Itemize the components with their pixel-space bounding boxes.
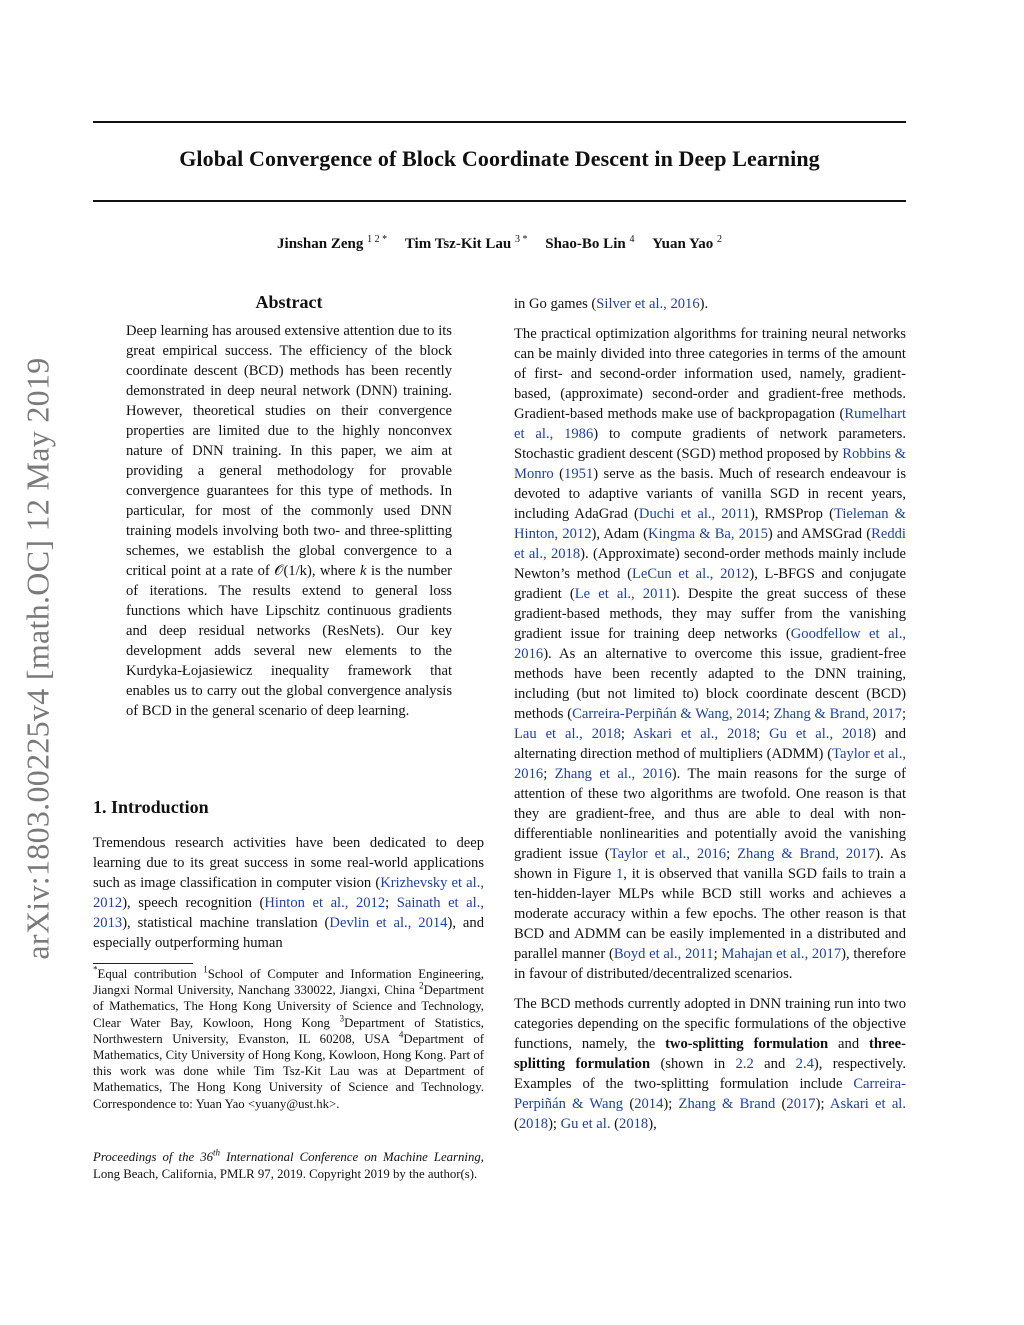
text-run: ), Adam ( — [591, 526, 649, 542]
text-run: ), respectively. Examples of the two-splitting formulation include — [514, 1056, 906, 1092]
text-run: ( — [514, 1116, 519, 1132]
citation-link[interactable]: Zhang et al., 2016 — [554, 766, 672, 782]
text-run: ), statistical machine translation ( — [122, 915, 330, 931]
text-run: The BCD methods currently adopted in DNN training run into two categories depending on the specific formulations of the objective functions, namely, the — [514, 996, 906, 1052]
text-run: ( — [610, 1116, 620, 1132]
citation-link[interactable]: 2018 — [619, 1116, 649, 1132]
author-affiliation-marks: 1 2 * — [367, 234, 388, 245]
text-run: ( — [553, 466, 565, 482]
text-run: ; — [543, 766, 555, 782]
text-run: ). (Approximate) second-order methods mainly include Newton’s method ( — [514, 546, 906, 582]
citation-link[interactable]: Askari et al., 2018 — [633, 726, 757, 742]
paragraph — [514, 994, 906, 1134]
abstract-heading: Abstract — [255, 292, 323, 312]
citation-link[interactable]: Lau et al., 2018 — [514, 726, 621, 742]
introduction-text — [93, 833, 484, 953]
citation-link[interactable]: Reddi et al., 2018 — [514, 526, 906, 562]
citation-link[interactable]: Kingma & Ba, 2015 — [648, 526, 768, 542]
abstract-text-part: is the number of iterations. The results extend to general loss functions which have Lipschitz continuous gradients and deep residual networks (ResNets). Our key development adds several new elements to the Kurdyka-Łojasiewicz inequality framework that enables us to carry out the global convergence analysis of BCD in the general scenario of deep learning. — [126, 563, 452, 719]
citation-link[interactable]: Goodfellow et al., 2016 — [514, 626, 906, 662]
citation-link[interactable]: Gu et al. — [560, 1116, 611, 1132]
citation-link[interactable]: Hinton et al., 2012 — [264, 895, 386, 911]
citation-link[interactable]: Duchi et al., 2011 — [638, 506, 750, 522]
citation-link[interactable]: Mahajan et al., 2017 — [721, 946, 842, 962]
text-run: ; — [726, 846, 738, 862]
citation-link[interactable]: Zhang & Brand, 2017 — [773, 706, 902, 722]
citation-link[interactable]: Carreira-Perpiñán & Wang, 2014 — [572, 706, 766, 722]
text-run: ) and AMSGrad ( — [767, 526, 872, 542]
text-run: and — [828, 1036, 869, 1052]
arxiv-side-stamp: arXiv:1803.00225v4 [math.OC] 12 May 2019 — [19, 357, 56, 960]
citation-link[interactable]: 2017 — [786, 1096, 816, 1112]
text-run: (shown in — [650, 1056, 736, 1072]
text-run: Department of Statistics, Northwestern University, Evanston, IL 60208, USA — [93, 1015, 484, 1046]
figure-link[interactable]: 1 — [615, 866, 624, 882]
paragraph — [514, 294, 906, 314]
citation-link[interactable]: Silver et al., 2016 — [596, 296, 700, 312]
text-run: ). The main reasons for the surge of attention of these two algorithms are twofold. One reason is that they are gradient-free, and thus are able to deal with non-differentiable nonlinearities and potentially avoid the vanishing gradient issue ( — [514, 766, 906, 862]
text-run: ( — [623, 1096, 635, 1112]
text-run: ; — [901, 706, 907, 722]
text-run: Tremendous research activities have been dedicated to deep learning due to its great success in some real-world applications such as image classification in computer vision ( — [93, 835, 484, 891]
text-run: Department of Mathematics, City University of Hong Kong, Kowloon, Hong Kong. Part of this work was done while Tim Tsz-Kit Lau was at Department of Mathematics, The Hong Kong University of Science and Technology. Correspondence to: Yuan Yao <yuany@ust.hk>. — [93, 1031, 484, 1111]
text-run: ); — [815, 1096, 830, 1112]
bold-term: two-splitting formulation — [665, 1036, 829, 1052]
bold-term: three-splitting formulation — [514, 1036, 906, 1072]
paper-title: Global Convergence of Block Coordinate Descent in Deep Learning — [179, 146, 820, 171]
citation-link[interactable]: 2014 — [634, 1096, 664, 1112]
text-run: ( — [775, 1096, 787, 1112]
proceedings-note — [93, 1149, 484, 1183]
section-link[interactable]: 2.4 — [795, 1056, 814, 1072]
text-run: School of Computer and Information Engineering, Jiangxi Normal University, Nanchang 330022, Jiangxi, China — [93, 967, 484, 998]
text-run: ); — [548, 1116, 561, 1132]
abstract-text-part: , where — [311, 563, 361, 579]
footnote-rule — [93, 963, 193, 964]
text-run: ) serve as the basis. Much of research endeavour is devoted to adaptive variants of vanilla SGD in recent years, including AdaGrad ( — [514, 466, 906, 522]
title-bottom-rule — [93, 200, 906, 202]
text-run: The practical optimization algorithms for training neural networks can be mainly divided into three categories in terms of the amount of first- and second-order information used, namely, gradient-based, (approximate) second-order and gradient-free methods. Gradient-based methods make use of backpropagation ( — [514, 326, 906, 422]
citation-link[interactable]: Askari et al. — [829, 1096, 906, 1112]
citation-link[interactable]: 1951 — [564, 466, 594, 482]
author-affiliation-marks: 4 — [629, 234, 635, 245]
text-run: ; — [756, 726, 770, 742]
citation-link[interactable]: Tieleman & Hinton, 2012 — [514, 506, 906, 542]
text-run: International Conference on Machine Learning — [220, 1150, 481, 1164]
text-run: ). As shown in Figure — [514, 846, 907, 882]
citation-link[interactable]: Sainath et al., 2013 — [93, 895, 484, 931]
author-name: Shao-Bo Lin — [545, 236, 626, 252]
footnote-mark: 3 — [339, 1013, 345, 1024]
citation-link[interactable]: 2018 — [518, 1116, 549, 1132]
citation-link[interactable]: Devlin et al., 2014 — [329, 915, 448, 931]
text-run: ), L-BFGS and conjugate gradient ( — [514, 566, 906, 602]
text-run: in Go games ( — [514, 296, 597, 312]
abstract-text-part: Deep learning has aroused extensive attention due to its great empirical success. The efficiency of the block coordinate descent (BCD) methods has been recently demonstrated in deep neural network (DNN) training. However, theoretical studies on their convergence properties are limited due to the highly nonconvex nature of DNN training. In this paper, we aim at providing a general methodology for provable convergence guarantees for this type of methods. In particular, for most of the commonly used DNN training models involving both two- and three-splitting schemes, we establish the global convergence to a critical point at a rate of — [126, 323, 452, 579]
citation-link[interactable]: Zhang & Brand — [678, 1096, 776, 1112]
text-run: ; — [765, 706, 774, 722]
text-run: ), RMSProp ( — [749, 506, 834, 522]
citation-link[interactable]: Zhang & Brand, 2017 — [737, 846, 876, 862]
text-run: ) and alternating direction method of multipliers (ADMM) ( — [514, 726, 906, 762]
author — [405, 236, 528, 252]
text-run: Department of Mathematics, The Hong Kong University of Science and Technology, Clear Water Bay, Kowloon, Hong Kong — [93, 983, 484, 1030]
text-run: ; — [620, 726, 634, 742]
author — [545, 236, 634, 252]
text-run: , Long Beach, California, PMLR 97, 2019. Copyright 2019 by the author(s). — [93, 1150, 484, 1181]
text-run: ). Despite the great success of these gradient-based methods, they may suffer from the vanishing gradient issue for training deep networks ( — [514, 586, 906, 642]
citation-link[interactable]: Taylor et al., 2016 — [514, 746, 906, 782]
superscript: th — [213, 1147, 221, 1158]
author-name: Yuan Yao — [652, 236, 714, 252]
text-run: ), and especially outperforming human — [93, 915, 484, 951]
footnote-mark: 1 — [203, 964, 208, 975]
citation-link[interactable]: Krizhevsky et al., 2012 — [93, 875, 484, 911]
author-list — [93, 236, 906, 253]
text-run: ), therefore in favour of distributed/decentralized scenarios. — [514, 946, 907, 982]
citation-link[interactable]: Robbins & Monro — [514, 446, 906, 482]
citation-link[interactable]: Gu et al., 2018 — [769, 726, 872, 742]
footnote-mark: * — [93, 964, 98, 975]
footnote-mark: 2 — [419, 980, 424, 991]
author-affiliation-marks: 2 — [716, 234, 722, 245]
author-name: Tim Tsz-Kit Lau — [404, 236, 512, 252]
title-top-rule — [93, 121, 906, 123]
math-k: k — [360, 563, 367, 579]
text-run: ; — [385, 895, 397, 911]
text-run: ) to compute gradients of network parameters. Stochastic gradient descent (SGD) method proposed by — [514, 426, 906, 462]
section-link[interactable]: 2.2 — [735, 1056, 754, 1072]
author — [652, 236, 722, 252]
section-heading-introduction: 1. Introduction — [93, 797, 209, 817]
text-run: ). — [699, 296, 709, 312]
paragraph — [514, 324, 906, 984]
citation-link[interactable]: Taylor et al., 2016 — [609, 846, 727, 862]
affiliations-footnote — [93, 966, 484, 1112]
text-run: ), speech recognition ( — [122, 895, 265, 911]
citation-link[interactable]: Rumelhart et al., 1986 — [514, 406, 906, 442]
text-run: ; — [713, 946, 722, 962]
text-run: ); — [663, 1096, 679, 1112]
author — [277, 236, 387, 252]
right-column — [514, 294, 906, 1144]
citation-link[interactable]: Carreira-Perpiñán & Wang — [514, 1076, 906, 1112]
text-run: and — [753, 1056, 796, 1072]
text-run: ). As an alternative to overcome this issue, gradient-free methods have been recently adapted to the DNN training, including (but not limited to) block coordinate descent (BCD) methods ( — [514, 646, 906, 722]
author-affiliation-marks: 3 * — [515, 234, 528, 245]
math-rate: 𝒪(1/k) — [274, 563, 312, 579]
citation-link[interactable]: Le et al., 2011 — [574, 586, 672, 602]
abstract-text — [126, 321, 452, 721]
author-name: Jinshan Zeng — [277, 236, 364, 252]
text-run: Equal contribution — [97, 967, 204, 981]
citation-link[interactable]: LeCun et al., 2012 — [631, 566, 750, 582]
text-run: , it is observed that vanilla SGD fails to train a ten-hidden-layer MLPs while BCD still works and achieves a moderate accuracy within a few epochs. The other reason is that BCD and ADMM can be easily implemented in a distributed and parallel manner ( — [514, 866, 906, 962]
citation-link[interactable]: Boyd et al., 2011 — [613, 946, 714, 962]
text-run: Proceedings of the 36 — [93, 1150, 214, 1164]
text-run: ), — [648, 1116, 657, 1132]
footnote-mark: 4 — [398, 1029, 404, 1040]
